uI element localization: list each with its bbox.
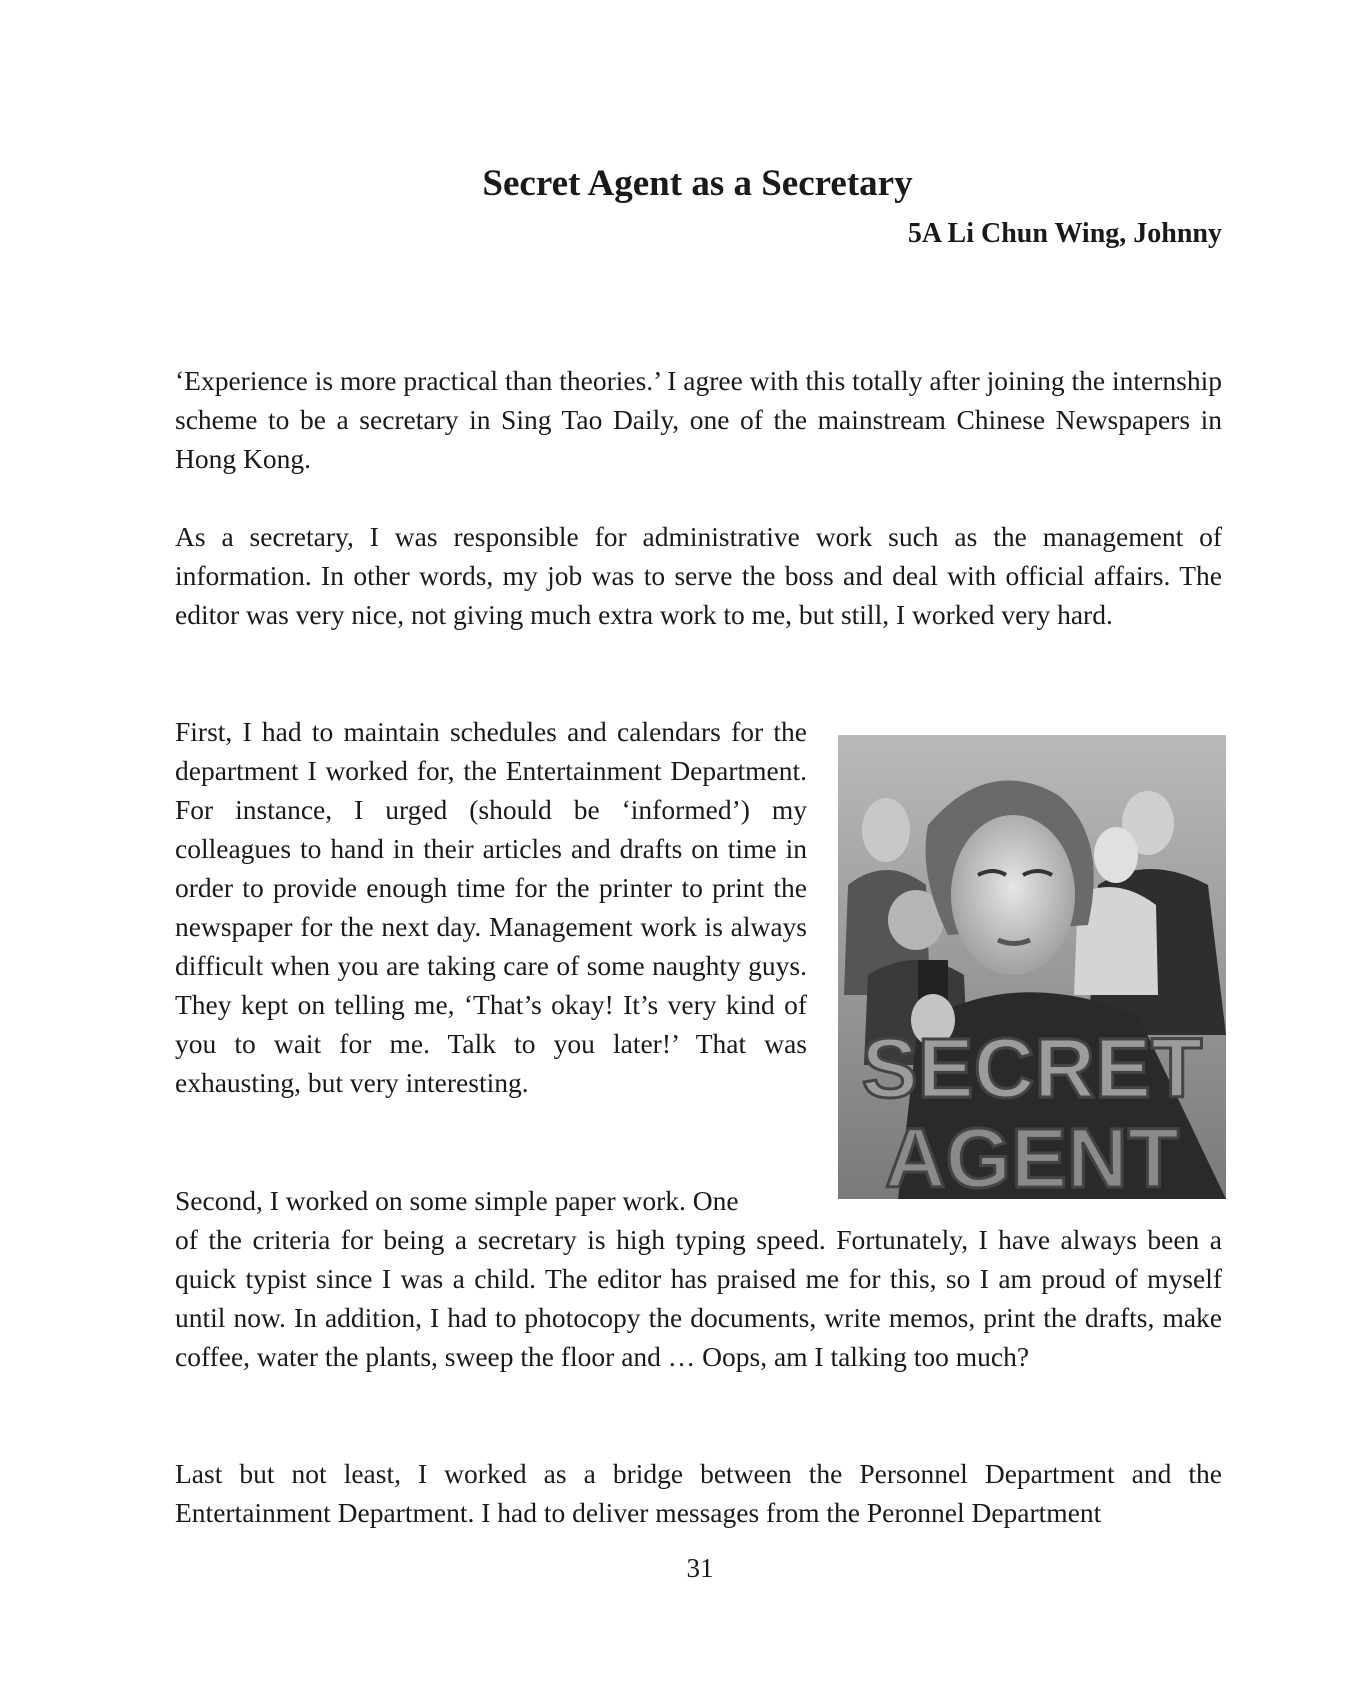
article-title: Secret Agent as a Secretary <box>482 163 913 204</box>
woman-face <box>951 815 1075 975</box>
woman-right-face <box>1094 827 1138 883</box>
poster-illustration <box>838 735 1226 1199</box>
secret-agent-poster-image <box>838 735 1226 1199</box>
article-author: 5A Li Chun Wing, Johnny <box>907 218 1222 249</box>
poster-title-line2: AGENT <box>885 1111 1179 1199</box>
paragraph-intro: ‘Experience is more practical than theories.’ I agree with this totally after joining the internship scheme to be a secretary in Sing Tao Daily, one of the mainstream Chinese Newspapers in Hong Kong. <box>175 365 1222 474</box>
paragraph-paperwork-start: Second, I worked on some simple paper work. One <box>175 1185 739 1216</box>
page-number: 31 <box>686 1553 714 1583</box>
paragraph-schedules: First, I had to maintain schedules and calendars for the department I worked for, the Entertainment Department. For instance, I urged (should be ‘informed’) my colleagues to hand in their articles and drafts on time in order to provide enough time for the printer to print the newspaper for the next day. Management work is always difficult when you are taking care of some naughty guys. They kept on telling me, ‘That’s okay! It’s very kind of you to wait for me. Talk to you later!’ That was exhausting, but very interesting. <box>175 716 807 1098</box>
poster-title-line1: SECRET <box>861 1021 1203 1115</box>
paragraph-paperwork: of the criteria for being a secretary is high typing speed. Fortunately, I have always been a quick typist since I was a child. The editor has praised me for this, so I am proud of myself until now. In addition, I had to photocopy the documents, write memos, print the drafts, make coffee, water the plants, sweep the floor and … Oops, am I talking too much? <box>175 1224 1222 1372</box>
man-left-face <box>862 798 910 862</box>
paragraph-responsibilities: As a secretary, I was responsible for administrative work such as the management of information. In other words, my job was to serve the boss and deal with official affairs. The editor was very nice, not giving much extra work to me, but still, I worked very hard. <box>175 521 1222 630</box>
paragraph-bridge: Last but not least, I worked as a bridge between the Personnel Department and the Entertainment Department. I had to deliver messages from the Peronnel Department <box>175 1458 1222 1528</box>
